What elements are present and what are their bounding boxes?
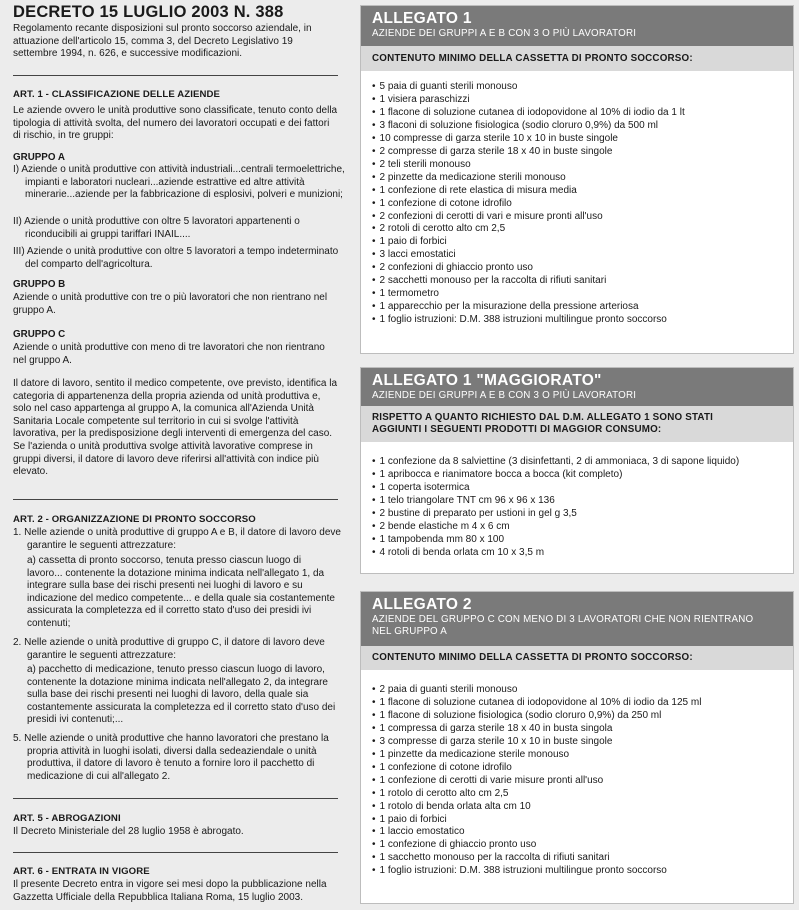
allegato-2-caption-text: CONTENUTO MINIMO DELLA CASSETTA DI PRONTO SOCCORSO: xyxy=(372,652,693,663)
art1-text: Le aziende ovvero le unità produttive sono classificate, tenuto conto della tipologia di attività svolta, del numero dei lavoratori occupati e dei fattori di rischio, in tre gruppi: xyxy=(13,105,338,142)
art2-item-1: 1. Nelle aziende o unità produttive di gruppo A e B, il datore di lavoro deve garantire le seguenti attrezzature: xyxy=(13,527,341,551)
allegato-2-list xyxy=(372,684,792,878)
supply-list-item: • 1 flacone di soluzione cutanea di iodopovidone al 10% di iodio da 125 ml xyxy=(372,697,792,710)
supply-list-item: • 2 confezioni di cerotti di vari e misure pronti all'uso xyxy=(372,211,792,224)
allegato-2-header xyxy=(361,592,793,646)
supply-list-item: • 1 confezione da 8 salviettine (3 disinfettanti, 2 di ammoniaca, 3 di sapone liquido) xyxy=(372,456,792,469)
allegato-1-maggiorato-caption-line-1: RISPETTO A QUANTO RICHIESTO DAL D.M. ALLEGATO 1 SONO STATI xyxy=(372,412,714,423)
supply-list-item: • 1 flacone di soluzione fisiologica (sodio cloruro 0,9%) da 250 ml xyxy=(372,710,792,723)
divider xyxy=(13,798,338,799)
supply-list-item: • 1 foglio istruzioni: D.M. 388 istruzioni multilingue pronto soccorso xyxy=(372,314,792,327)
allegato-2-subtitle-line-2: NEL GRUPPO A xyxy=(372,626,447,637)
supply-list-item: • 1 apparecchio per la misurazione della pressione arteriosa xyxy=(372,301,792,314)
group-b-heading: GRUPPO B xyxy=(13,279,66,290)
supply-list-item: • 4 rotoli di benda orlata cm 10 x 3,5 m xyxy=(372,547,792,560)
art2-item-5: 5. Nelle aziende o unità produttive che hanno lavoratori che prestano la propria attività in luoghi isolati, diversi dalla sedeaziendale o unità produttiva, il datore di lavoro è tenuto a fornire loro il pacchetto di medicazione di cui all'allegato 2. xyxy=(13,733,329,782)
allegato-1-caption-text: CONTENUTO MINIMO DELLA CASSETTA DI PRONTO SOCCORSO: xyxy=(372,53,693,64)
group-a-heading: GRUPPO A xyxy=(13,152,65,163)
supply-list-item: • 3 flaconi di soluzione fisiologica (sodio cloruro 0,9%) da 500 ml xyxy=(372,120,792,133)
supply-list-item: • 1 compressa di garza sterile 18 x 40 in busta singola xyxy=(372,723,792,736)
supply-list-item: • 1 rotolo di cerotto alto cm 2,5 xyxy=(372,788,792,801)
group-c-text: Aziende o unità produttive con meno di tre lavoratori che non rientrano nel gruppo A. xyxy=(13,342,325,366)
art1-closing: Il datore di lavoro, sentito il medico competente, ove previsto, identifica la categoria di appartenenza della propria azienda od unità produttiva e, solo nel caso appartenga al gruppo A, la comunica all'Azienda Unità Sanitaria Locale competente sul territorio in cui si svolge l'attività lavorativa, per la predisposizione degli interventi di emergenza del caso. Se l'azienda o unità produttiva svolge attività lavorative comprese in gruppi diversi, il datore di lavoro deve riferirsi all'attività con indice più elevato. xyxy=(13,378,338,478)
allegato-1-header xyxy=(361,6,793,46)
supply-list-item: • 1 foglio istruzioni: D.M. 388 istruzioni multilingue pronto soccorso xyxy=(372,865,792,878)
allegato-1-maggiorato-caption-line-2: AGGIUNTI I SEGUENTI PRODOTTI DI MAGGIOR CONSUMO: xyxy=(372,424,662,436)
allegato-1-subtitle: AZIENDE DEI GRUPPI A E B CON 3 O PIÙ LAVORATORI xyxy=(372,28,637,39)
group-a-item-2: II) Aziende o unità produttive con oltre 5 lavoratori appartenenti o riconducibili ai gruppi tariffari INAIL.... xyxy=(13,216,300,240)
supply-list-item: • 1 paio di forbici xyxy=(372,814,792,827)
art5-text: Il Decreto Ministeriale del 28 luglio 1958 è abrogato. xyxy=(13,826,244,837)
allegato-1-maggiorato-title: ALLEGATO 1 "MAGGIORATO" xyxy=(372,372,602,389)
allegato-2-subtitle-line-1: AZIENDE DEL GRUPPO C CON MENO DI 3 LAVORATORI CHE NON RIENTRANO xyxy=(372,614,754,625)
supply-list-item: • 3 compresse di garza sterile 10 x 10 in buste singole xyxy=(372,736,792,749)
supply-list-item: • 1 rotolo di benda orlata alta cm 10 xyxy=(372,801,792,814)
group-c-heading: GRUPPO C xyxy=(13,329,66,340)
supply-list-item: • 1 confezione di cotone idrofilo xyxy=(372,762,792,775)
group-b-text: Aziende o unità produttive con tre o più lavoratori che non rientrano nel gruppo A. xyxy=(13,292,328,316)
allegato-1-maggiorato-subtitle: AZIENDE DEI GRUPPI A E B CON 3 O PIÙ LAVORATORI xyxy=(372,390,637,401)
supply-list-item: • 1 confezione di cotone idrofilo xyxy=(372,198,792,211)
supply-list-item: • 2 paia di guanti sterili monouso xyxy=(372,684,792,697)
supply-list-item: • 5 paia di guanti sterili monouso xyxy=(372,81,792,94)
art2-item-2a: a) pacchetto di medicazione, tenuto presso ciascun luogo di lavoro, contenente la dotazione minima indicata nell'allegato 2, da integrare sulla base dei rischi presenti nei luoghi di lavoro, della quale sia costantemente assicurata la completezza ed il corretto stato d'uso dei presidi ivi contenuti;... xyxy=(27,664,336,726)
art2-item-1a: a) cassetta di pronto soccorso, tenuta presso ciascun luogo di lavoro... contenente la dotazione minima indicata nell'allegato 1, da integrare sulla base dei rischi presenti nei luoghi di lavoro e su indicazione del medico competente... e della quale sia costantemente assicurata la completezza ed il corretto stato d'uso dei presidi ivi contenuti; xyxy=(27,555,335,629)
supply-list-item: • 1 coperta isotermica xyxy=(372,482,792,495)
allegato-2-caption xyxy=(361,646,793,670)
allegato-1-title: ALLEGATO 1 xyxy=(372,10,472,27)
supply-list-item: • 2 sacchetti monouso per la raccolta di rifiuti sanitari xyxy=(372,275,792,288)
allegato-1-list xyxy=(372,81,792,327)
art2-heading: ART. 2 - ORGANIZZAZIONE DI PRONTO SOCCORSO xyxy=(13,514,256,525)
supply-list-item: • 2 pinzette da medicazione sterili monouso xyxy=(372,172,792,185)
supply-list-item: • 1 visiera paraschizzi xyxy=(372,94,792,107)
allegato-1-panel xyxy=(360,5,794,354)
art6-heading: ART. 6 - ENTRATA IN VIGORE xyxy=(13,866,150,877)
supply-list-item: • 1 confezione di ghiaccio pronto uso xyxy=(372,839,792,852)
supply-list-item: • 2 bustine di preparato per ustioni in gel g 3,5 xyxy=(372,508,792,521)
supply-list-item: • 1 telo triangolare TNT cm 96 x 96 x 136 xyxy=(372,495,792,508)
supply-list-item: • 1 tampobenda mm 80 x 100 xyxy=(372,534,792,547)
supply-list-item: • 1 apribocca e rianimatore bocca a bocca (kit completo) xyxy=(372,469,792,482)
supply-list-item: • 2 confezioni di ghiaccio pronto uso xyxy=(372,262,792,275)
decree-column xyxy=(0,0,348,910)
allegato-2-panel xyxy=(360,591,794,904)
allegato-1-maggiorato-list xyxy=(372,456,792,560)
supply-list-item: • 2 teli sterili monouso xyxy=(372,159,792,172)
supply-list-item: • 2 bende elastiche m 4 x 6 cm xyxy=(372,521,792,534)
art6-text: Il presente Decreto entra in vigore sei mesi dopo la pubblicazione nella Gazzetta Ufficiale della Repubblica Italiana Roma, 15 luglio 2003. xyxy=(13,879,327,903)
allegato-2-title: ALLEGATO 2 xyxy=(372,596,472,613)
supply-list-item: • 1 flacone di soluzione cutanea di iodopovidone al 10% di iodio da 1 lt xyxy=(372,107,792,120)
allegato-1-maggiorato-panel xyxy=(360,367,794,574)
divider xyxy=(13,852,338,853)
supply-list-item: • 1 pinzette da medicazione sterile monouso xyxy=(372,749,792,762)
supply-list-item: • 1 termometro xyxy=(372,288,792,301)
divider xyxy=(13,499,338,500)
allegato-1-maggiorato-header xyxy=(361,368,793,406)
supply-list-item: • 1 sacchetto monouso per la raccolta di rifiuti sanitari xyxy=(372,852,792,865)
supply-list-item: • 1 confezione di cerotti di varie misure pronti all'uso xyxy=(372,775,792,788)
allegato-1-maggiorato-caption xyxy=(361,406,793,442)
art1-heading: ART. 1 - CLASSIFICAZIONE DELLE AZIENDE xyxy=(13,89,221,100)
supply-list-item: • 3 lacci emostatici xyxy=(372,249,792,262)
group-a-item-3: III) Aziende o unità produttive con oltre 5 lavoratori a tempo indeterminato del comparto dell'agricoltura. xyxy=(13,246,339,270)
supply-list-item: • 10 compresse di garza sterile 10 x 10 in buste singole xyxy=(372,133,792,146)
supply-list-item: • 1 laccio emostatico xyxy=(372,826,792,839)
allegato-1-caption xyxy=(361,46,793,71)
decree-intro: Regolamento recante disposizioni sul pronto soccorso aziendale, in attuazione dell'articolo 15, comma 3, del Decreto Legislativo 19 settembre 1994, n. 626, e successive modificazioni. xyxy=(13,23,312,60)
decree-title: DECRETO 15 LUGLIO 2003 N. 388 xyxy=(13,3,284,21)
supply-list-item: • 2 rotoli di cerotto alto cm 2,5 xyxy=(372,223,792,236)
supply-list-item: • 1 confezione di rete elastica di misura media xyxy=(372,185,792,198)
art2-item-2: 2. Nelle aziende o unità produttive di gruppo C, il datore di lavoro deve garantire le seguenti attrezzature: xyxy=(13,637,325,661)
group-a-item-1: I) Aziende o unità produttive con attività industriali...centrali termoelettriche, impianti e laboratori nucleari...aziende estrattive ed altre attività minerarie...aziende per la fabbricazione di esplosivi, polveri e munizioni; xyxy=(13,164,345,201)
supply-list-item: • 1 paio di forbici xyxy=(372,236,792,249)
art5-heading: ART. 5 - ABROGAZIONI xyxy=(13,813,121,824)
divider xyxy=(13,75,338,76)
supply-list-item: • 2 compresse di garza sterile 18 x 40 in buste singole xyxy=(372,146,792,159)
